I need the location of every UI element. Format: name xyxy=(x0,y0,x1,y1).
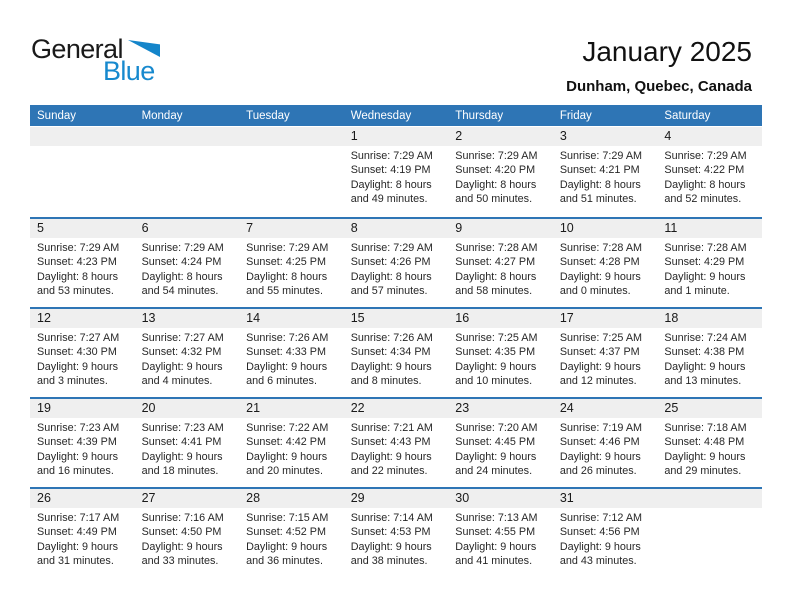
weekday-header-friday: Friday xyxy=(559,109,592,122)
daylight-minutes-text: and 50 minutes. xyxy=(455,193,533,206)
sunrise-text: Sunrise: 7:29 AM xyxy=(350,242,433,254)
day-cell xyxy=(448,399,553,487)
daylight-hours-text: Daylight: 9 hours xyxy=(246,360,328,373)
daylight-minutes-text: and 38 minutes. xyxy=(350,555,428,568)
daylight-minutes-text: and 55 minutes. xyxy=(246,285,323,298)
sunrise-text: Sunrise: 7:19 AM xyxy=(559,422,643,434)
daylight-hours-text: Daylight: 9 hours xyxy=(559,270,641,283)
sunset-text: Sunset: 4:21 PM xyxy=(559,164,640,177)
day-cell xyxy=(448,489,553,577)
sunset-text: Sunset: 4:55 PM xyxy=(455,526,536,539)
sunset-text: Sunset: 4:32 PM xyxy=(141,346,222,359)
sunrise-text: Sunrise: 7:17 AM xyxy=(37,512,120,524)
daylight-minutes-text: and 0 minutes. xyxy=(559,285,631,298)
daylight-minutes-text: and 20 minutes. xyxy=(246,465,323,478)
sunrise-text: Sunrise: 7:24 AM xyxy=(664,332,747,344)
day-number: 27 xyxy=(135,489,240,508)
sunrise-text: Sunrise: 7:29 AM xyxy=(141,242,224,254)
day-number: 22 xyxy=(344,399,449,418)
day-number: 16 xyxy=(448,309,553,328)
day-cell xyxy=(657,127,762,217)
day-cell xyxy=(239,127,344,217)
day-cell xyxy=(30,489,135,577)
sunrise-text: Sunrise: 7:29 AM xyxy=(559,150,643,162)
daylight-hours-text: Daylight: 9 hours xyxy=(37,360,119,373)
page-subtitle: Dunham, Quebec, Canada xyxy=(566,78,752,95)
daylight-minutes-text: and 24 minutes. xyxy=(455,465,533,478)
day-number: 3 xyxy=(553,127,658,146)
sunrise-text: Sunrise: 7:13 AM xyxy=(455,512,538,524)
week-row xyxy=(30,127,762,217)
sunset-text: Sunset: 4:43 PM xyxy=(350,436,431,449)
calendar-table xyxy=(30,105,762,577)
sunset-text: Sunset: 4:25 PM xyxy=(246,256,326,269)
sunset-text: Sunset: 4:38 PM xyxy=(664,346,745,359)
daylight-minutes-text: and 33 minutes. xyxy=(141,555,219,568)
sunset-text: Sunset: 4:37 PM xyxy=(559,346,640,359)
sunset-text: Sunset: 4:35 PM xyxy=(455,346,536,359)
sunrise-text: Sunrise: 7:26 AM xyxy=(350,332,433,344)
sunset-text: Sunset: 4:48 PM xyxy=(664,436,745,449)
sunset-text: Sunset: 4:30 PM xyxy=(37,346,117,359)
daylight-minutes-text: and 41 minutes. xyxy=(455,555,533,568)
day-cell xyxy=(553,489,658,577)
daylight-hours-text: Daylight: 9 hours xyxy=(141,450,223,463)
sunset-text: Sunset: 4:20 PM xyxy=(455,164,536,177)
day-cell xyxy=(239,309,344,397)
sunset-text: Sunset: 4:22 PM xyxy=(664,164,745,177)
day-number: 29 xyxy=(344,489,449,508)
day-cell xyxy=(30,219,135,307)
day-cell xyxy=(135,127,240,217)
day-cell xyxy=(30,309,135,397)
sunrise-text: Sunrise: 7:27 AM xyxy=(37,332,120,344)
day-number xyxy=(30,127,135,146)
day-number xyxy=(657,489,762,508)
day-cell xyxy=(344,489,449,577)
day-cell xyxy=(30,399,135,487)
daylight-hours-text: Daylight: 8 hours xyxy=(455,178,537,191)
sunrise-text: Sunrise: 7:20 AM xyxy=(455,422,538,434)
day-number: 20 xyxy=(135,399,240,418)
day-cell xyxy=(553,309,658,397)
day-number: 23 xyxy=(448,399,553,418)
daylight-hours-text: Daylight: 9 hours xyxy=(37,450,119,463)
sunset-text: Sunset: 4:26 PM xyxy=(350,256,431,269)
sunset-text: Sunset: 4:56 PM xyxy=(559,526,640,539)
sunrise-text: Sunrise: 7:15 AM xyxy=(246,512,329,524)
sunrise-text: Sunrise: 7:28 AM xyxy=(664,242,747,254)
day-number: 17 xyxy=(553,309,658,328)
daylight-minutes-text: and 49 minutes. xyxy=(350,193,428,206)
sunrise-text: Sunrise: 7:29 AM xyxy=(664,150,747,162)
daylight-minutes-text: and 16 minutes. xyxy=(37,465,114,478)
sunset-text: Sunset: 4:39 PM xyxy=(37,436,117,449)
weekday-header-tuesday: Tuesday xyxy=(246,109,290,122)
daylight-minutes-text: and 4 minutes. xyxy=(141,375,213,388)
sunset-text: Sunset: 4:49 PM xyxy=(37,526,117,539)
sunrise-text: Sunrise: 7:29 AM xyxy=(455,150,538,162)
sunrise-text: Sunrise: 7:29 AM xyxy=(37,242,120,254)
logo-text-blue: Blue xyxy=(103,56,155,86)
daylight-minutes-text: and 1 minute. xyxy=(664,285,730,298)
daylight-minutes-text: and 13 minutes. xyxy=(664,375,742,388)
sunrise-text: Sunrise: 7:23 AM xyxy=(141,422,224,434)
day-number: 5 xyxy=(30,219,135,238)
daylight-hours-text: Daylight: 8 hours xyxy=(664,178,746,191)
day-number xyxy=(135,127,240,146)
day-cell xyxy=(553,127,658,217)
day-number: 30 xyxy=(448,489,553,508)
daylight-hours-text: Daylight: 9 hours xyxy=(37,540,119,553)
sunset-text: Sunset: 4:29 PM xyxy=(664,256,745,269)
sunset-text: Sunset: 4:41 PM xyxy=(141,436,222,449)
daylight-hours-text: Daylight: 9 hours xyxy=(246,450,328,463)
day-number: 15 xyxy=(344,309,449,328)
daylight-hours-text: Daylight: 9 hours xyxy=(350,450,432,463)
sunset-text: Sunset: 4:53 PM xyxy=(350,526,431,539)
sunrise-text: Sunrise: 7:25 AM xyxy=(559,332,643,344)
sunset-text: Sunset: 4:45 PM xyxy=(455,436,536,449)
weekday-header-saturday: Saturday xyxy=(664,109,711,122)
daylight-hours-text: Daylight: 9 hours xyxy=(350,360,432,373)
daylight-minutes-text: and 26 minutes. xyxy=(559,465,637,478)
day-number: 2 xyxy=(448,127,553,146)
day-cell xyxy=(239,219,344,307)
daylight-minutes-text: and 36 minutes. xyxy=(246,555,323,568)
week-rows-container xyxy=(30,127,762,577)
day-number: 1 xyxy=(344,127,449,146)
week-row xyxy=(30,217,762,307)
day-number: 7 xyxy=(239,219,344,238)
week-row xyxy=(30,487,762,577)
sunset-text: Sunset: 4:42 PM xyxy=(246,436,326,449)
day-number: 4 xyxy=(657,127,762,146)
weekday-header-wednesday: Wednesday xyxy=(350,109,412,122)
week-row xyxy=(30,397,762,487)
day-cell xyxy=(657,489,762,577)
sunset-text: Sunset: 4:46 PM xyxy=(559,436,640,449)
day-cell xyxy=(344,399,449,487)
day-cell xyxy=(344,127,449,217)
day-number: 6 xyxy=(135,219,240,238)
day-cell xyxy=(657,219,762,307)
weekday-header-thursday: Thursday xyxy=(455,109,504,122)
day-number: 26 xyxy=(30,489,135,508)
day-number: 13 xyxy=(135,309,240,328)
daylight-hours-text: Daylight: 9 hours xyxy=(559,450,641,463)
day-number: 21 xyxy=(239,399,344,418)
day-number: 25 xyxy=(657,399,762,418)
daylight-minutes-text: and 12 minutes. xyxy=(559,375,637,388)
daylight-minutes-text: and 10 minutes. xyxy=(455,375,533,388)
daylight-hours-text: Daylight: 9 hours xyxy=(455,540,537,553)
daylight-hours-text: Daylight: 8 hours xyxy=(246,270,328,283)
daylight-minutes-text: and 53 minutes. xyxy=(37,285,114,298)
day-number: 11 xyxy=(657,219,762,238)
daylight-minutes-text: and 58 minutes. xyxy=(455,285,533,298)
daylight-hours-text: Daylight: 9 hours xyxy=(455,450,537,463)
daylight-hours-text: Daylight: 8 hours xyxy=(37,270,119,283)
daylight-minutes-text: and 57 minutes. xyxy=(350,285,428,298)
weekday-header-sunday: Sunday xyxy=(37,109,77,122)
day-number: 14 xyxy=(239,309,344,328)
sunset-text: Sunset: 4:52 PM xyxy=(246,526,326,539)
sunrise-text: Sunrise: 7:14 AM xyxy=(350,512,433,524)
daylight-hours-text: Daylight: 9 hours xyxy=(664,450,746,463)
day-cell xyxy=(135,399,240,487)
day-number: 24 xyxy=(553,399,658,418)
daylight-hours-text: Daylight: 9 hours xyxy=(141,540,223,553)
day-number: 18 xyxy=(657,309,762,328)
daylight-minutes-text: and 3 minutes. xyxy=(37,375,108,388)
day-number: 9 xyxy=(448,219,553,238)
day-number: 12 xyxy=(30,309,135,328)
sunrise-text: Sunrise: 7:29 AM xyxy=(350,150,433,162)
sunset-text: Sunset: 4:27 PM xyxy=(455,256,536,269)
day-number: 19 xyxy=(30,399,135,418)
daylight-minutes-text: and 22 minutes. xyxy=(350,465,428,478)
page-title: January 2025 xyxy=(582,36,752,67)
daylight-minutes-text: and 52 minutes. xyxy=(664,193,742,206)
daylight-hours-text: Daylight: 9 hours xyxy=(141,360,223,373)
sunset-text: Sunset: 4:33 PM xyxy=(246,346,326,359)
sunset-text: Sunset: 4:24 PM xyxy=(141,256,222,269)
daylight-minutes-text: and 29 minutes. xyxy=(664,465,742,478)
daylight-hours-text: Daylight: 9 hours xyxy=(350,540,432,553)
day-cell xyxy=(135,219,240,307)
daylight-hours-text: Daylight: 9 hours xyxy=(664,360,746,373)
daylight-minutes-text: and 43 minutes. xyxy=(559,555,637,568)
day-cell xyxy=(448,127,553,217)
logo-text-general: General xyxy=(31,34,123,64)
daylight-minutes-text: and 18 minutes. xyxy=(141,465,219,478)
day-number: 31 xyxy=(553,489,658,508)
sunset-text: Sunset: 4:19 PM xyxy=(350,164,431,177)
daylight-hours-text: Daylight: 8 hours xyxy=(455,270,537,283)
sunrise-text: Sunrise: 7:21 AM xyxy=(350,422,433,434)
sunrise-text: Sunrise: 7:12 AM xyxy=(559,512,643,524)
sunrise-text: Sunrise: 7:28 AM xyxy=(559,242,643,254)
day-cell xyxy=(448,309,553,397)
day-cell xyxy=(657,309,762,397)
weekday-header-monday: Monday xyxy=(141,109,183,122)
daylight-hours-text: Daylight: 8 hours xyxy=(141,270,223,283)
day-number: 28 xyxy=(239,489,344,508)
sunset-text: Sunset: 4:34 PM xyxy=(350,346,431,359)
day-cell xyxy=(135,309,240,397)
sunset-text: Sunset: 4:28 PM xyxy=(559,256,640,269)
sunrise-text: Sunrise: 7:27 AM xyxy=(141,332,224,344)
day-cell xyxy=(135,489,240,577)
day-cell xyxy=(344,219,449,307)
day-cell xyxy=(657,399,762,487)
daylight-minutes-text: and 8 minutes. xyxy=(350,375,422,388)
day-cell xyxy=(553,399,658,487)
daylight-hours-text: Daylight: 9 hours xyxy=(559,360,641,373)
daylight-hours-text: Daylight: 9 hours xyxy=(455,360,537,373)
sunrise-text: Sunrise: 7:16 AM xyxy=(141,512,224,524)
day-cell xyxy=(239,489,344,577)
day-cell xyxy=(239,399,344,487)
sunrise-text: Sunrise: 7:23 AM xyxy=(37,422,120,434)
day-number xyxy=(239,127,344,146)
general-blue-logo xyxy=(31,36,171,96)
daylight-minutes-text: and 54 minutes. xyxy=(141,285,219,298)
sunset-text: Sunset: 4:23 PM xyxy=(37,256,117,269)
sunrise-text: Sunrise: 7:28 AM xyxy=(455,242,538,254)
daylight-hours-text: Daylight: 9 hours xyxy=(664,270,746,283)
daylight-hours-text: Daylight: 8 hours xyxy=(350,270,432,283)
day-cell xyxy=(448,219,553,307)
day-number: 10 xyxy=(553,219,658,238)
weekday-header-row xyxy=(30,105,762,126)
daylight-hours-text: Daylight: 9 hours xyxy=(246,540,328,553)
day-cell xyxy=(553,219,658,307)
sunrise-text: Sunrise: 7:26 AM xyxy=(246,332,329,344)
day-number: 8 xyxy=(344,219,449,238)
daylight-hours-text: Daylight: 9 hours xyxy=(559,540,641,553)
sunrise-text: Sunrise: 7:22 AM xyxy=(246,422,329,434)
sunrise-text: Sunrise: 7:25 AM xyxy=(455,332,538,344)
daylight-minutes-text: and 51 minutes. xyxy=(559,193,637,206)
daylight-hours-text: Daylight: 8 hours xyxy=(350,178,432,191)
sunrise-text: Sunrise: 7:18 AM xyxy=(664,422,747,434)
week-row xyxy=(30,307,762,397)
daylight-minutes-text: and 6 minutes. xyxy=(246,375,317,388)
sunrise-text: Sunrise: 7:29 AM xyxy=(246,242,329,254)
sunset-text: Sunset: 4:50 PM xyxy=(141,526,222,539)
day-cell xyxy=(344,309,449,397)
daylight-minutes-text: and 31 minutes. xyxy=(37,555,114,568)
day-cell xyxy=(30,127,135,217)
daylight-hours-text: Daylight: 8 hours xyxy=(559,178,641,191)
